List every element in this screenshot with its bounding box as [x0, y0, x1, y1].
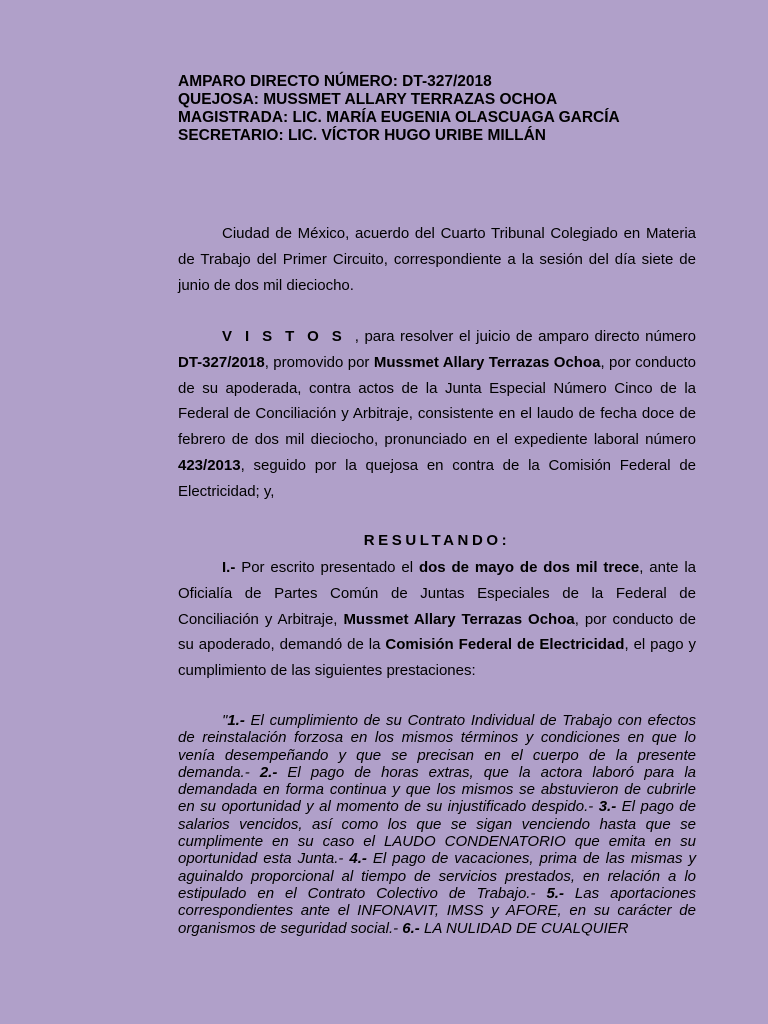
resultando-paragraph: I.- Por escrito presentado el dos de mayo de dos mil trece, ante la Oficialía de Partes Común de Juntas Especiales de la Federal de Conciliación y Arbitraje, Mussmet Allary Terrazas Ochoa, por conducto de su apoderado, demandó de la Comisión Federal de Electricidad, el pago y cumplimiento de las siguientes prestaciones:	[178, 559, 697, 680]
header-case-number: AMPARO DIRECTO NÚMERO: DT-327/2018	[178, 73, 492, 90]
case-header	[178, 73, 620, 145]
labor-file-number: 423/2013	[178, 456, 241, 474]
quoted-claims: "1.- El cumplimiento de su Contrato Individual de Trabajo con efectos de reinstalación forzosa en los mismos términos y condiciones en que lo venía desempeñando y que se precisan en el cuerpo de la presente demanda.- 2.- El pago de horas extras, que la actora laboró para la demandada en forma continua y que los mismos se abstuvieron de cubrirle en su oportunidad y al momento de su injustificado despido.- 3.- El pago de salarios vencidos, así como los que se sigan venciendo hasta que se cumplimente en su caso el LAUDO CONDENATORIO que emita en su oportunidad esta Junta.- 4.- El pago de vacaciones, prima de las mismas y aguinaldo proporcional al tiempo de servicios prestados, en relación a lo estipulado en el Contrato Colectivo de Trabajo.- 5.- Las aportaciones correspondientes ante el INFONAVIT, IMSS y AFORE, en su carácter de organismos de seguridad social.- 6.- LA NULIDAD DE CUALQUIER	[178, 712, 696, 937]
resultando-heading: RESULTANDO:	[363, 532, 511, 549]
vistos-heading: VISTOS	[222, 328, 355, 345]
intro-paragraph: Ciudad de México, acuerdo del Cuarto Tribunal Colegiado en Materia de Trabajo del Primer Circuito, correspondiente a la sesión del día siete de junio de dos mil dieciocho.	[178, 225, 696, 294]
case-number: DT-327/2018	[178, 353, 265, 371]
header-secretary: SECRETARIO: LIC. VÍCTOR HUGO URIBE MILLÁN	[178, 127, 546, 144]
header-magistrate: MAGISTRADA: LIC. MARÍA EUGENIA OLASCUAGA GARCÍA	[178, 109, 620, 126]
resultando-number: I.-	[222, 559, 236, 576]
complainant-name: Mussmet Allary Terrazas Ochoa	[373, 353, 601, 371]
vistos-paragraph: VISTOS, para resolver el juicio de amparo directo número DT-327/2018, promovido por Mussmet Allary Terrazas Ochoa, por conducto de su apoderada, contra actos de la Junta Especial Número Cinco de la Federal de Conciliación y Arbitraje, consistente en el laudo de fecha doce de febrero de dos mil dieciocho, pronunciado en el expediente laboral número 423/2013, seguido por la quejosa en contra de la Comisión Federal de Electricidad; y,	[178, 328, 696, 500]
header-complainant: QUEJOSA: MUSSMET ALLARY TERRAZAS OCHOA	[178, 91, 558, 108]
